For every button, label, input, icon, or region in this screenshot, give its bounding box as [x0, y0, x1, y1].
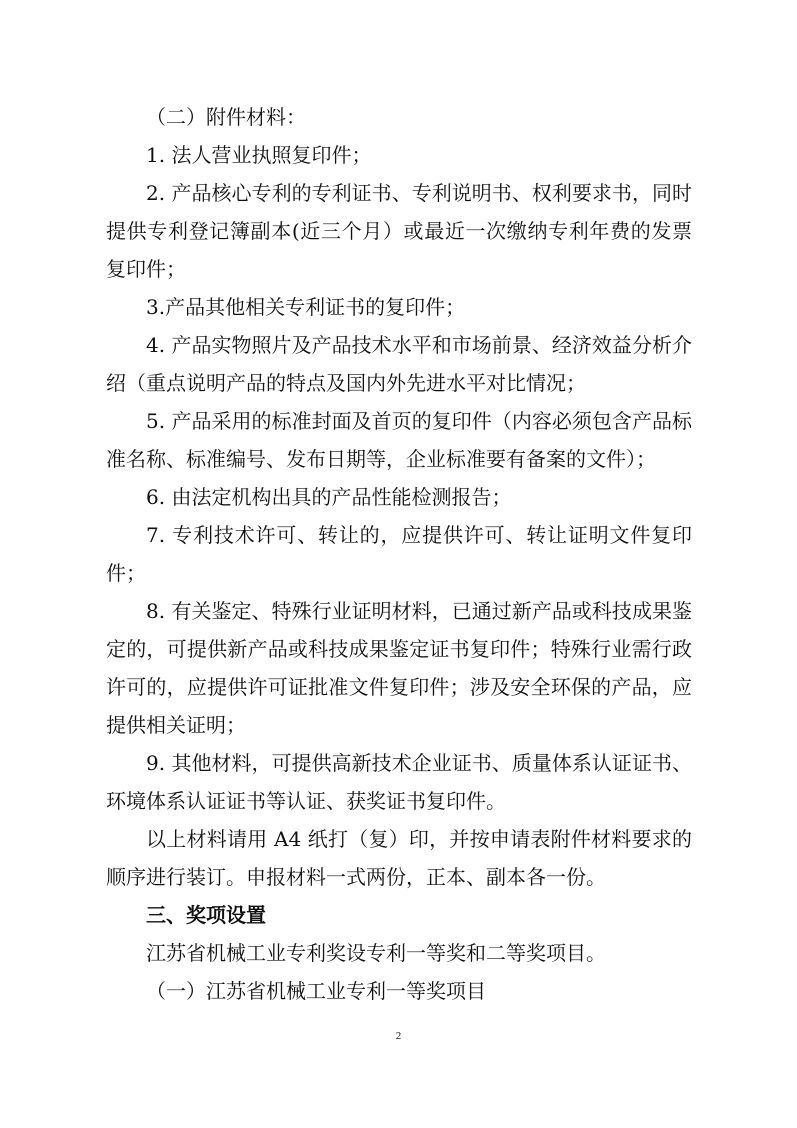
attachment-item-8: 8. 有关鉴定、特殊行业证明材料，已通过新产品或科技成果鉴定的，可提供新产品或科技成果鉴定证书复印件；特殊行业需行政许可的，应提供许可证批准文件复印件；涉及安全环保的产品，应提供相关证明；	[106, 599, 692, 737]
attachment-item-3: 3.产品其他相关专利证书的复印件；	[146, 295, 466, 319]
attachments-heading: （二）附件材料：	[146, 105, 306, 129]
printing-instructions: 以上材料请用 A4 纸打（复）印，并按申请表附件材料要求的顺序进行装订。申报材料一式两份，正本、副本各一份。	[106, 827, 692, 889]
section-heading-awards: 三、奖项设置	[146, 903, 266, 927]
attachment-item-4: 4. 产品实物照片及产品技术水平和市场前景、经济效益分析介绍（重点说明产品的特点及国内外先进水平对比情况；	[106, 333, 692, 395]
section-intro: 江苏省机械工业专利奖设专利一等奖和二等奖项目。	[146, 941, 606, 965]
attachment-item-6: 6. 由法定机构出具的产品性能检测报告；	[146, 485, 512, 509]
attachment-item-2: 2. 产品核心专利的专利证书、专利说明书、权利要求书，同时提供专利登记簿副本(近三个月）或最近一次缴纳专利年费的发票复印件；	[106, 181, 692, 281]
attachment-item-9: 9. 其他材料，可提供高新技术企业证书、质量体系认证证书、环境体系认证证书等认证、获奖证书复印件。	[106, 751, 692, 813]
document-body	[106, 98, 692, 1010]
subsection-heading-first-prize: （一）江苏省机械工业专利一等奖项目	[146, 979, 486, 1003]
attachment-item-1: 1. 法人营业执照复印件；	[146, 143, 372, 167]
attachment-item-5: 5. 产品采用的标准封面及首页的复印件（内容必须包含产品标准名称、标准编号、发布日期等，企业标准要有备案的文件）；	[106, 409, 692, 471]
page-number: 2	[395, 1030, 402, 1042]
attachment-item-7: 7. 专利技术许可、转让的，应提供许可、转让证明文件复印件；	[106, 523, 692, 585]
